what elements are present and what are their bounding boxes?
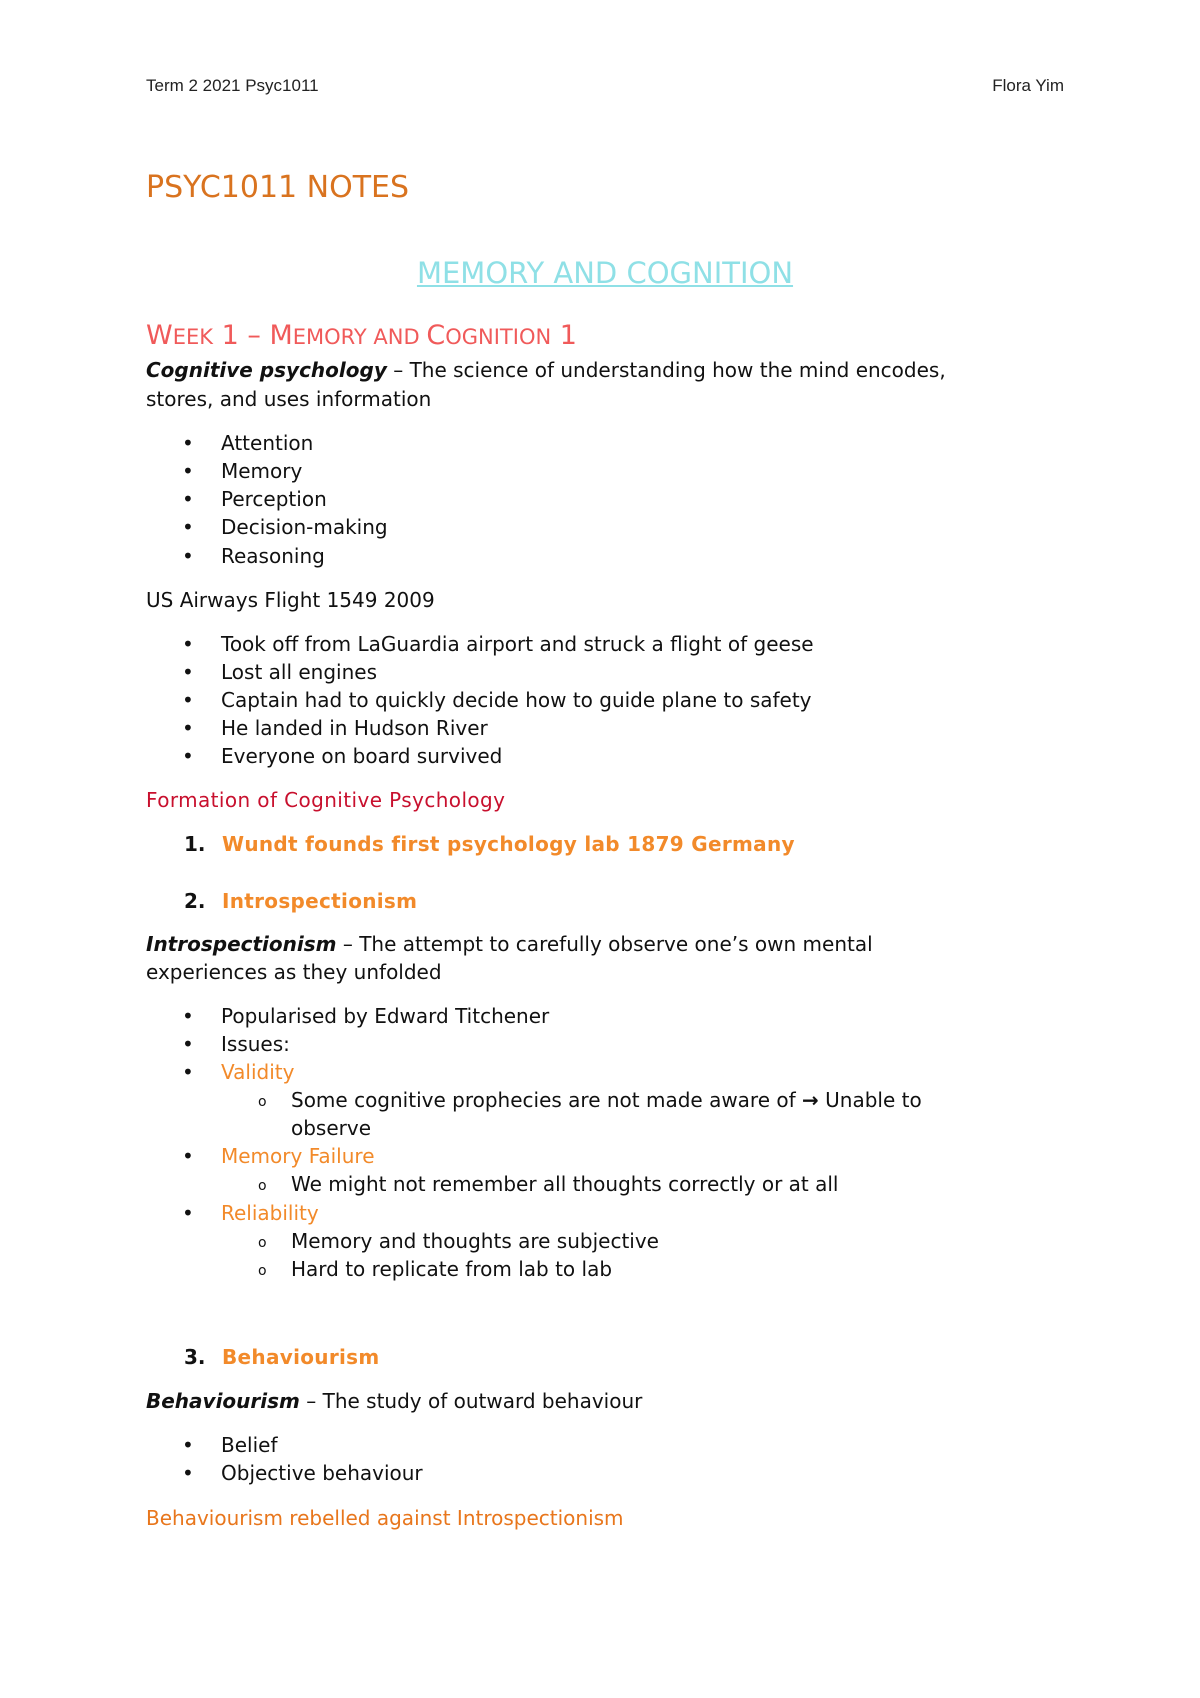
- cog-psych-def-line1: Cognitive psychology – The science of understanding how the mind encodes,: [146, 358, 946, 382]
- introspection-def-line1: Introspectionism – The attempt to carefully observe one’s own mental: [146, 932, 873, 956]
- week-heading: WEEK 1 – MEMORY AND COGNITION 1: [146, 320, 577, 351]
- cog-psych-def-line2: stores, and uses information: [146, 387, 432, 411]
- behaviourism-term: Behaviourism: [146, 1389, 300, 1413]
- formation-heading: Formation of Cognitive Psychology: [146, 788, 506, 812]
- introspection-term: Introspectionism: [146, 932, 337, 956]
- document-title: PSYC1011 NOTES: [146, 170, 410, 205]
- section-title: MEMORY AND COGNITION: [416, 256, 794, 290]
- flight-title: US Airways Flight 1549 2009: [146, 588, 435, 612]
- header-left: Term 2 2021 Psyc1011: [146, 76, 319, 95]
- right-arrow-icon: →: [802, 1088, 819, 1112]
- sub-list-item-continued: observe: [291, 1116, 372, 1140]
- introspection-def-line2: experiences as they unfolded: [146, 960, 442, 984]
- behaviourism-note: Behaviourism rebelled against Introspectionism: [146, 1506, 624, 1530]
- header-right: Flora Yim: [992, 76, 1064, 95]
- cog-psych-term: Cognitive psychology: [146, 358, 387, 382]
- behaviourism-def: Behaviourism – The study of outward behaviour: [146, 1389, 643, 1413]
